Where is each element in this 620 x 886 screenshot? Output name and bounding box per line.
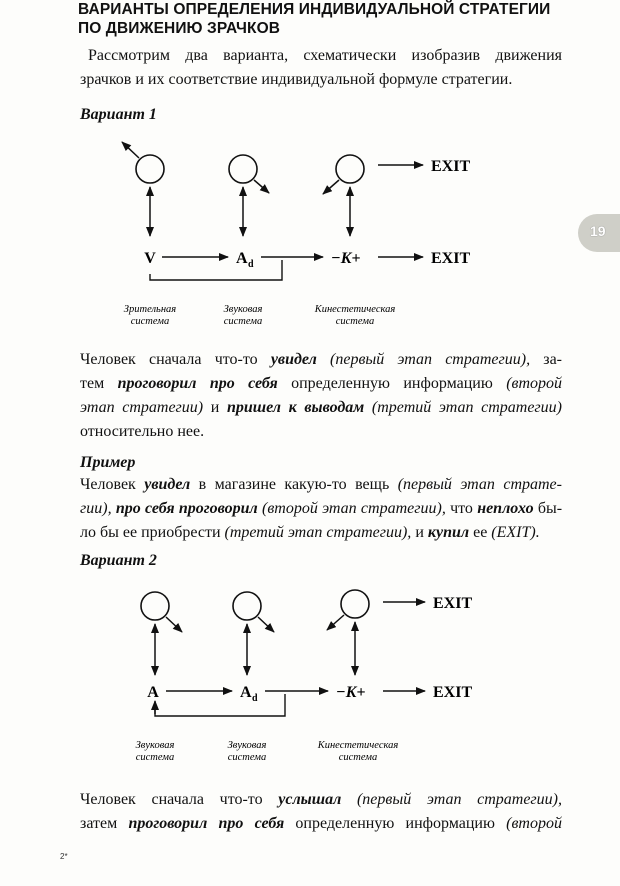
signature-mark: 2* [60, 852, 68, 861]
intro-line-1: Рассмотрим два варианта, схематически изобразив движения [88, 47, 562, 64]
feedback-bracket [150, 260, 282, 280]
feedback-bracket [155, 694, 285, 716]
caption-2-line-2: система [223, 316, 263, 327]
exit-top-label: EXIT [433, 595, 473, 612]
example-label: Пример [80, 454, 136, 471]
variant-2-paragraph [80, 788, 562, 836]
caption-2-line-1: Звуковая [223, 304, 263, 315]
caption-1-line-1: Звуковая [135, 740, 175, 751]
node-ad-main: A [236, 250, 248, 267]
intro-line-2: зрачков и их соответствие индивидуальной формуле стратегии. [80, 71, 513, 88]
exit-main-label: EXIT [431, 250, 471, 267]
v2-line-2: затем проговорил про себя определенную информацию (второй [80, 815, 562, 832]
node-k: −K+ [336, 684, 366, 701]
caption-1-line-1: Зрительная [123, 304, 177, 315]
gaze-arrow-3 [327, 615, 344, 630]
caption-3-line-1: Кинестетическая [314, 304, 396, 315]
caption-2-line-2: система [227, 752, 267, 763]
node-a: A [147, 684, 159, 701]
caption-1-line-2: система [135, 752, 175, 763]
gaze-arrow-1 [166, 617, 182, 632]
variant-1-label: Вариант 1 [80, 106, 157, 123]
caption-3-line-1: Кинестетическая [317, 740, 399, 751]
v1-line-1: Человек сначала что-то увидел (первый этап стратегии), за- [80, 351, 563, 368]
node-v: V [144, 250, 156, 267]
example-paragraph [80, 473, 562, 545]
eye-circle-1 [136, 155, 164, 183]
intro-paragraph [80, 44, 562, 92]
eye-circle-2 [229, 155, 257, 183]
section-heading [78, 0, 578, 38]
example-line-2: гии), про себя проговорил (второй этап стратегии), что неплохо бы- [80, 500, 563, 517]
v1-line-4: относительно нее. [80, 423, 205, 440]
gaze-arrow-2 [254, 180, 269, 193]
exit-main-label: EXIT [433, 684, 473, 701]
heading-line-1: ВАРИАНТЫ ОПРЕДЕЛЕНИЯ ИНДИВИДУАЛЬНОЙ СТРАТЕГИИ [78, 1, 551, 18]
eye-circle-2 [233, 592, 261, 620]
eye-circle-1 [141, 592, 169, 620]
v2-line-1: Человек сначала что-то услышал (первый этап стратегии), [80, 791, 562, 808]
example-line-1: Человек увидел в магазине какую-то вещь (первый этап страте- [80, 476, 562, 493]
page-number-tab [578, 214, 620, 252]
caption-1-line-2: система [130, 316, 170, 327]
variant-2-label: Вариант 2 [80, 552, 157, 569]
exit-top-label: EXIT [431, 158, 471, 175]
gaze-arrow-3 [323, 180, 339, 194]
variant-1-diagram [0, 132, 620, 332]
node-k: −K+ [331, 250, 361, 267]
caption-2-line-1: Звуковая [227, 740, 267, 751]
v1-line-3: этап стратегии) и пришел к выводам (третий этап стратегии) [80, 399, 563, 416]
page-number: 19 [590, 223, 606, 239]
variant-2-diagram [0, 572, 620, 772]
caption-3-line-2: система [338, 752, 378, 763]
gaze-arrow-1 [122, 142, 139, 158]
eye-circle-3 [341, 590, 369, 618]
node-ad-sub: d [248, 259, 254, 270]
node-ad-main: A [240, 684, 252, 701]
eye-circle-3 [336, 155, 364, 183]
variant-1-paragraph [80, 348, 562, 444]
caption-3-line-2: система [335, 316, 375, 327]
node-ad-sub: d [252, 693, 258, 704]
gaze-arrow-2 [258, 617, 274, 632]
v1-line-2: тем проговорил про себя определенную информацию (второй [80, 375, 563, 392]
example-line-3: ло бы ее приобрести (третий этап стратегии), и купил ее (EXIT). [80, 524, 540, 541]
heading-line-2: ПО ДВИЖЕНИЮ ЗРАЧКОВ [78, 20, 281, 37]
